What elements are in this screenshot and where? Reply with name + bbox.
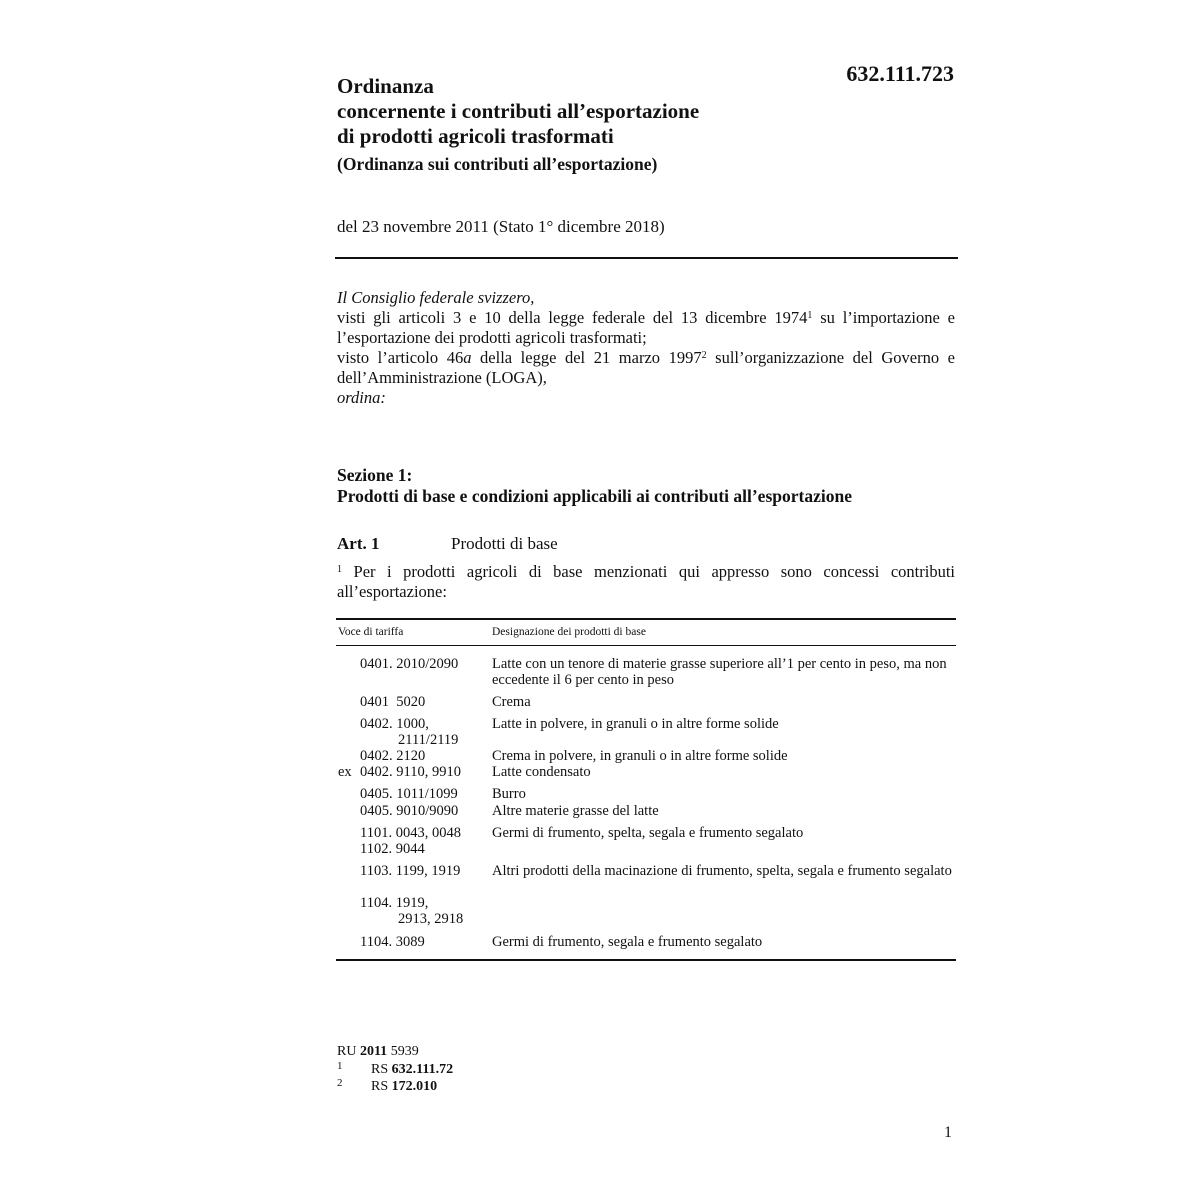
preamble-recital-1: [337, 308, 955, 348]
date-line: del 23 novembre 2011 (Stato 1° dicembre 2018): [337, 217, 665, 236]
recital-text: visto l’articolo 46: [337, 348, 464, 367]
tariff-code: 1104. 1919, 2913, 2918: [360, 895, 464, 927]
sr-number: 632.111.723: [846, 61, 954, 86]
footnote-text[interactable]: RS 172.010: [371, 1079, 438, 1094]
product-designation: Crema: [492, 694, 531, 710]
footnotes: [337, 1043, 454, 1095]
preamble-decree: ordina:: [337, 388, 386, 407]
tariff-code: 0402. 9110, 9910: [360, 764, 461, 780]
product-designation: Altre materie grasse del latte: [492, 803, 659, 819]
article-heading: [337, 534, 558, 554]
footnote-mark: 1: [337, 1060, 343, 1072]
section-heading: [337, 465, 852, 507]
header-tariff-code: Voce di tariffa: [338, 626, 404, 638]
footnote-1: [337, 1060, 454, 1078]
footnote-ref-2[interactable]: 2: [701, 350, 707, 361]
section-label: Sezione 1:: [337, 465, 413, 485]
preamble-recital-2: [337, 348, 955, 388]
header-designation: Designazione dei prodotti di base: [492, 626, 646, 638]
product-designation: Altri prodotti della macinazione di frumento, spelta, segala e frumento segalato: [492, 863, 952, 879]
recital-italic: a: [463, 348, 472, 367]
tariff-table: [336, 618, 956, 961]
short-title: (Ordinanza sui contributi all’esportazione): [337, 154, 658, 174]
recital-text: visti gli articoli 3 e 10 della legge federale del 13 dicembre 1974: [337, 308, 808, 327]
article-number: Art. 1: [337, 534, 380, 553]
header-divider: [335, 257, 958, 259]
paragraph-number: 1: [337, 564, 342, 575]
table-header: [336, 620, 956, 646]
table-body: [336, 646, 956, 959]
product-designation: Crema in polvere, in granuli o in altre forme solide: [492, 748, 788, 764]
tariff-code: 0402. 1000, 2111/2119: [360, 716, 459, 748]
tariff-code: 1104. 3089: [360, 934, 425, 950]
article-title: Prodotti di base: [451, 534, 558, 553]
document-title: [337, 74, 699, 149]
footnote-2: [337, 1077, 438, 1095]
tariff-code: 1102. 9044: [360, 841, 425, 857]
title-line: concernente i contributi all’esportazione: [337, 99, 700, 123]
title-line: Ordinanza: [337, 74, 434, 98]
title-line: di prodotti agricoli trasformati: [337, 124, 614, 148]
preamble: [337, 288, 955, 408]
recital-text: della legge del 21 marzo 1997: [471, 348, 702, 367]
product-designation: Germi di frumento, segala e frumento segalato: [492, 934, 763, 950]
article-paragraph: [337, 562, 955, 602]
tariff-code: 0401 5020: [360, 694, 426, 710]
tariff-code: 0405. 9010/9090: [360, 803, 459, 819]
tariff-code: 1101. 0043, 0048: [360, 825, 461, 841]
recital-text: su l’importazione e l’esportazione dei prodotti agricoli trasformati;: [337, 308, 955, 347]
section-title: Prodotti di base e condizioni applicabili ai contributi all’esportazione: [337, 486, 852, 506]
product-designation: Latte condensato: [492, 764, 591, 780]
footnote-ref-1[interactable]: 1: [807, 310, 813, 321]
tariff-code: 0401. 2010/2090: [360, 656, 459, 672]
page-number: 1: [944, 1124, 952, 1141]
product-designation: Germi di frumento, spelta, segala e frumento segalato: [492, 825, 804, 841]
official-compilation-ref: RU 2011 5939: [337, 1044, 419, 1059]
tariff-code: 1103. 1199, 1919: [360, 863, 461, 879]
tariff-prefix: ex: [338, 764, 352, 780]
footnote-mark: 2: [337, 1077, 343, 1089]
tariff-code: 0405. 1011/1099: [360, 786, 458, 802]
preamble-authority: Il Consiglio federale svizzero,: [337, 288, 535, 307]
tariff-code: 0402. 2120: [360, 748, 426, 764]
product-designation: Latte con un tenore di materie grasse superiore all’1 per cento in peso, ma non eccedente il 6 per cento in peso: [492, 656, 947, 688]
paragraph-text: Per i prodotti agricoli di base menzionati qui appresso sono concessi contributi all’esportazione:: [337, 562, 955, 601]
footnote-text[interactable]: RS 632.111.72: [371, 1062, 454, 1077]
product-designation: Latte in polvere, in granuli o in altre forme solide: [492, 716, 779, 732]
product-designation: Burro: [492, 786, 526, 802]
recital-text: sull’organizzazione del Governo e dell’Amministrazione (LOGA),: [337, 348, 955, 387]
